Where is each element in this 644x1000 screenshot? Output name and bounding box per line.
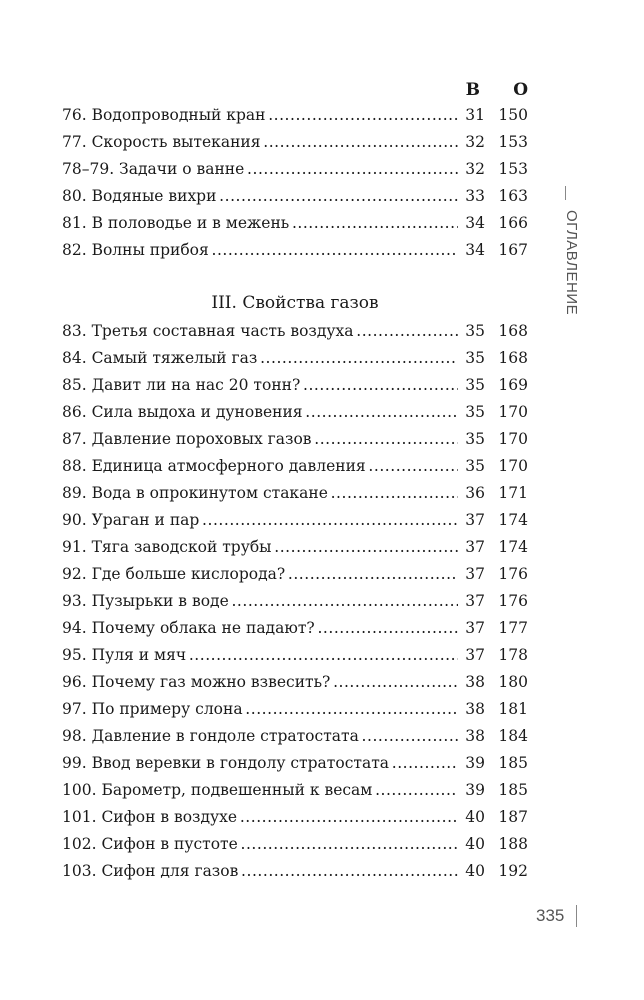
entry-title: 78–79. Задачи о ванне . . .: [62, 158, 476, 180]
entry-page-o: 181: [498, 700, 528, 718]
entry-title: 76. Водопроводный кран . . .: [62, 104, 476, 126]
entry-page-o: 163: [498, 187, 528, 205]
toc-entry[interactable]: [62, 590, 528, 612]
entry-page-o: 187: [498, 808, 528, 826]
entry-title: 98. Давление в гондоле стратостата . . .: [62, 725, 476, 747]
page-number-divider: [576, 905, 577, 927]
entry-page-o: 188: [498, 835, 528, 853]
entry-page-o: 174: [498, 538, 528, 556]
entry-page-o: 166: [498, 214, 528, 232]
entry-page-v: 36: [458, 482, 485, 504]
entry-title: 101. Сифон в воздухе . . .: [62, 806, 476, 828]
entry-page-o: 170: [498, 457, 528, 475]
entry-title: 77. Скорость вытекания . . .: [62, 131, 476, 153]
entry-page-v: 37: [458, 617, 485, 639]
entry-page-v: 35: [458, 374, 485, 396]
entry-title: 94. Почему облака не падают? . . .: [62, 617, 476, 639]
toc-entry[interactable]: [62, 158, 528, 180]
entry-title: 84. Самый тяжелый газ . . .: [62, 347, 476, 369]
toc-entry[interactable]: [62, 482, 528, 504]
entry-title: 91. Тяга заводской трубы . . .: [62, 536, 476, 558]
entry-title: 99. Ввод веревки в гондолу стратостата . . .: [62, 752, 476, 774]
toc-entry[interactable]: [62, 131, 528, 153]
toc-entry[interactable]: [62, 617, 528, 639]
entry-title: 100. Барометр, подвешенный к весам . . .: [62, 779, 476, 801]
entry-page-v: 35: [458, 455, 485, 477]
entry-page-o: 153: [498, 133, 528, 151]
toc-entry[interactable]: [62, 536, 528, 558]
toc-entry[interactable]: [62, 671, 528, 693]
running-head: ОГЛАВЛЕНИЕ: [563, 210, 580, 316]
toc-entry[interactable]: [62, 563, 528, 585]
entry-title: 102. Сифон в пустоте . . .: [62, 833, 476, 855]
toc-entry[interactable]: [62, 455, 528, 477]
entry-page-v: 34: [458, 212, 485, 234]
entry-page-v: 37: [458, 536, 485, 558]
entry-page-o: 184: [498, 727, 528, 745]
entry-page-v: 38: [458, 725, 485, 747]
toc-entry[interactable]: [62, 104, 528, 126]
entry-page-v: 40: [458, 806, 485, 828]
side-divider: [565, 186, 566, 200]
toc-entry[interactable]: [62, 779, 528, 801]
entry-title: 86. Сила выдоха и дуновения . . .: [62, 401, 476, 423]
toc-entry[interactable]: [62, 428, 528, 450]
entry-page-v: 32: [458, 131, 485, 153]
entry-page-v: 32: [458, 158, 485, 180]
entry-page-o: 168: [498, 349, 528, 367]
toc-entry[interactable]: [62, 725, 528, 747]
entry-page-o: 185: [498, 781, 528, 799]
entry-title: 83. Третья составная часть воздуха . . .: [62, 320, 476, 342]
entry-page-v: 35: [458, 347, 485, 369]
toc-entry[interactable]: [62, 347, 528, 369]
entry-page-o: 178: [498, 646, 528, 664]
entry-page-v: 35: [458, 428, 485, 450]
entry-page-o: 177: [498, 619, 528, 637]
entry-page-v: 34: [458, 239, 485, 261]
toc-entry[interactable]: [62, 806, 528, 828]
entry-title: 96. Почему газ можно взвесить? . . .: [62, 671, 476, 693]
toc-entry[interactable]: [62, 860, 528, 882]
entry-title: 87. Давление пороховых газов . . .: [62, 428, 476, 450]
toc-entry[interactable]: [62, 320, 528, 342]
toc-entry[interactable]: [62, 698, 528, 720]
entry-page-v: 37: [458, 509, 485, 531]
entry-page-v: 39: [458, 752, 485, 774]
entry-page-v: 37: [458, 590, 485, 612]
entry-page-o: 192: [498, 862, 528, 880]
entry-page-o: 185: [498, 754, 528, 772]
entry-page-o: 174: [498, 511, 528, 529]
entry-page-v: 37: [458, 563, 485, 585]
entry-title: 92. Где больше кислорода? . . .: [62, 563, 476, 585]
entry-page-v: 40: [458, 833, 485, 855]
entry-page-v: 33: [458, 185, 485, 207]
entry-page-o: 176: [498, 565, 528, 583]
entry-page-o: 150: [498, 106, 528, 124]
toc-entry[interactable]: [62, 509, 528, 531]
entry-page-v: 35: [458, 401, 485, 423]
toc-entry[interactable]: [62, 752, 528, 774]
entry-page-o: 168: [498, 322, 528, 340]
entry-title: 82. Волны прибоя . . .: [62, 239, 476, 261]
toc-entry[interactable]: [62, 644, 528, 666]
page-number: 335: [536, 906, 565, 925]
toc-entry[interactable]: [62, 833, 528, 855]
entry-page-o: 180: [498, 673, 528, 691]
entry-title: 95. Пуля и мяч . . .: [62, 644, 476, 666]
entry-page-o: 176: [498, 592, 528, 610]
entry-title: 80. Водяные вихри . . .: [62, 185, 476, 207]
entry-title: 81. В половодье и в межень . . .: [62, 212, 476, 234]
entry-page-v: 35: [458, 320, 485, 342]
entry-title: 90. Ураган и пар . . .: [62, 509, 476, 531]
entry-page-o: 167: [498, 241, 528, 259]
entry-page-v: 38: [458, 671, 485, 693]
entry-title: 88. Единица атмосферного давления . . .: [62, 455, 476, 477]
entry-page-v: 39: [458, 779, 485, 801]
column-header-v: В: [465, 80, 480, 100]
entry-page-o: 170: [498, 430, 528, 448]
entry-title: 89. Вода в опрокинутом стакане . . .: [62, 482, 476, 504]
toc-entry[interactable]: [62, 239, 528, 261]
entry-page-o: 171: [498, 484, 528, 502]
entry-page-v: 37: [458, 644, 485, 666]
toc-entry[interactable]: [62, 374, 528, 396]
entry-title: 85. Давит ли на нас 20 тонн? . . .: [62, 374, 476, 396]
toc-entry[interactable]: [62, 185, 528, 207]
column-header-o: О: [513, 80, 528, 100]
toc-entry[interactable]: [62, 212, 528, 234]
entry-title: 103. Сифон для газов . . .: [62, 860, 476, 882]
entry-title: 97. По примеру слона . . .: [62, 698, 476, 720]
entry-title: 93. Пузырьки в воде . . .: [62, 590, 476, 612]
entry-page-o: 170: [498, 403, 528, 421]
entry-page-v: 40: [458, 860, 485, 882]
toc-entry[interactable]: [62, 401, 528, 423]
entry-page-v: 31: [458, 104, 485, 126]
section-title: III. Свойства газов: [211, 293, 379, 313]
entry-page-o: 169: [498, 376, 528, 394]
entry-page-o: 153: [498, 160, 528, 178]
entry-page-v: 38: [458, 698, 485, 720]
